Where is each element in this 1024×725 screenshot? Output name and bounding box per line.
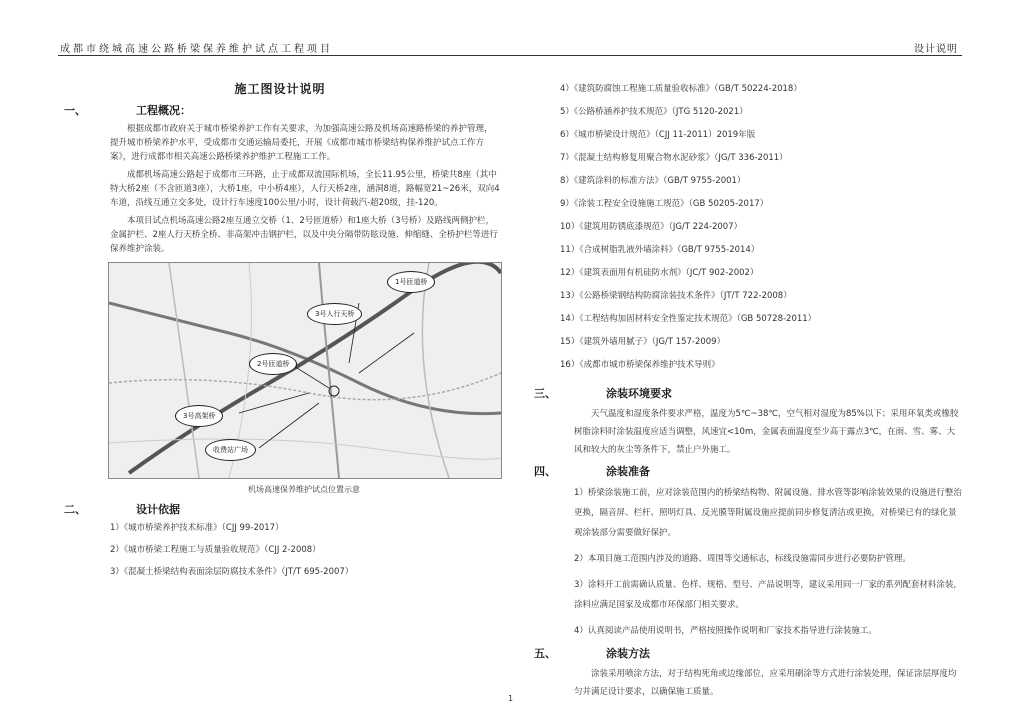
list-item: 8）《建筑涂料的标准方法》（GB/T 9755-2001） — [560, 176, 746, 186]
section-number: 三、 — [534, 387, 556, 400]
left-column — [60, 62, 500, 587]
section-title: 涂装环境要求 — [606, 387, 672, 400]
environment-paragraph: 天气温度和湿度条件要求严格，温度为5℃~38℃，空气相对湿度为85%以下；采用环氧类或橡胶树脂涂料时涂装温度应适当调整，风速宜<10m，金属表面温度至少高于露点3℃，在雨、雪、雾、大风和较大的灰尘等条件下，禁止户外施工。 — [574, 409, 959, 455]
section-number: 一、 — [64, 104, 86, 117]
header-project-title: 成都市绕城高速公路桥梁保养维护试点工程项目 — [60, 44, 333, 55]
section-3-heading — [530, 387, 962, 401]
list-item: 15）《建筑外墙用腻子》（JG/T 157-2009） — [560, 337, 726, 347]
header-rule — [58, 55, 962, 56]
section-title: 涂装方法 — [606, 647, 650, 660]
section-5-heading — [530, 647, 962, 661]
list-item: 13）《公路桥梁钢结构防腐涂装技术条件》（JT/T 722-2008） — [560, 291, 792, 301]
method-paragraph: 涂装采用喷涂方法，对于结构死角或边缘部位，应采用刷涂等方式进行涂装处理，保证涂层厚度均匀并满足设计要求，以确保施工质量。 — [574, 669, 957, 697]
map-label-bridge-2: 2号匝道桥 — [249, 353, 297, 375]
design-basis-list — [110, 521, 500, 587]
map-label-footbridge-3: 3号人行天桥 — [307, 303, 362, 325]
map-roads-graphic — [109, 263, 501, 478]
preparation-item: 1）桥梁涂装施工前，应对涂装范围内的桥梁结构物、附属设施、排水管等影响涂装效果的设施进行整治更换，隔音屏、栏杆、照明灯具、反光膜等附属设施应提前同步修复清洁或更换，对桥梁已有的绿化景观涂装部分需要做好保护。 — [574, 488, 962, 538]
list-item: 5）《公路桥涵养护技术规范》（JTG 5120-2021） — [560, 107, 748, 117]
header-section-label: 设计说明 — [914, 44, 958, 55]
section-title: 设计依据 — [136, 503, 180, 516]
overview-paragraph: 根据成都市政府关于城市桥梁养护工作有关要求，为加强高速公路及机场高速路桥梁的养护管理，提升城市桥梁养护水平，受成都市交通运输局委托，开展《成都市城市桥梁结构保养维护试点工作方案》，进行成都市相关高速公路桥梁养护维护工程施工工作。 — [110, 124, 493, 162]
list-item: 3）《混凝土桥梁结构表面涂层防腐技术条件》（JT/T 695-2007） — [110, 567, 354, 577]
section-1-heading — [60, 104, 500, 118]
preparation-item: 4）认真阅读产品使用说明书，严格按照操作说明和厂家技术指导进行涂装施工。 — [574, 626, 877, 636]
site-location-map — [108, 262, 502, 479]
map-label-bridge-1: 1号匝道桥 — [387, 271, 435, 293]
overview-paragraph: 本项目试点机场高速公路2座互通立交桥（1、2号匝道桥）和1座大桥（3号桥）及路线两侧护栏，金属护栏、2座人行天桥全桥、非高架冲击钢护栏，以及中央分隔带防眩设施、伸缩缝、全桥护栏等进行保养维护涂装。 — [110, 216, 498, 254]
list-item: 9）《涂装工程安全设施施工规范》（GB 50205-2017） — [560, 199, 769, 209]
map-caption: 机场高速保养维护试点位置示意 — [248, 485, 360, 494]
list-item: 7）《混凝土结构修复用聚合物水泥砂浆》（JG/T 336-2011） — [560, 153, 788, 163]
list-item: 14）《工程结构加固材料安全性鉴定技术规范》（GB 50728-2011） — [560, 314, 817, 324]
document-title: 施工图设计说明 — [234, 82, 326, 96]
section-title: 涂装准备 — [606, 465, 650, 478]
preparation-item: 3）涂料开工前需确认质量、色样、规格、型号、产品说明等，建议采用同一厂家的系列配套材料涂装，涂料应满足国家及成都市环保部门相关要求。 — [574, 580, 962, 610]
preparation-item: 2）本项目施工范围内涉及的道路、周围等交通标志，标线设施需同步进行必要防护管理。 — [574, 554, 911, 564]
overview-paragraph: 成都机场高速公路起于成都市三环路，止于成都双流国际机场，全长11.95公里，桥梁共8座（其中特大桥2座（不含匝道3座），大桥1座，中小桥4座），人行天桥2座，涵洞8道，路幅宽21~26米，双向4车道，沿线互通立交多处，设计行车速度100公里/小时，设计荷载汽-超20级，挂-120。 — [110, 170, 500, 208]
section-number: 五、 — [534, 647, 556, 660]
page-number: 1 — [508, 694, 514, 703]
section-4-heading — [530, 465, 962, 479]
list-item: 12）《建筑表面用有机硅防水剂》（JC/T 902-2002） — [560, 268, 759, 278]
section-title: 工程概况： — [136, 104, 191, 117]
section-2-heading — [60, 503, 500, 517]
design-basis-list-continued — [560, 82, 962, 381]
section-number: 二、 — [64, 503, 86, 516]
map-label-toll-plaza: 收费站广场 — [205, 439, 256, 461]
list-item: 2）《城市桥梁工程施工与质量验收规范》（CJJ 2-2008） — [110, 545, 321, 555]
list-item: 4）《建筑防腐蚀工程施工质量验收标准》（GB/T 50224-2018） — [560, 84, 802, 94]
list-item: 11）《合成树脂乳液外墙涂料》（GB/T 9755-2014） — [560, 245, 760, 255]
list-item: 10）《建筑用防锈底漆规范》（JG/T 224-2007） — [560, 222, 743, 232]
list-item: 16）《成都市城市桥梁保养维护技术导则》 — [560, 360, 720, 370]
section-number: 四、 — [534, 465, 556, 478]
list-item: 6）《城市桥梁设计规范》（CJJ 11-2011）2019年版 — [560, 130, 756, 140]
list-item: 1）《城市桥梁养护技术标准》（CJJ 99-2017） — [110, 523, 284, 533]
map-label-bridge-3: 3号高架桥 — [175, 405, 223, 427]
right-column — [530, 62, 962, 705]
